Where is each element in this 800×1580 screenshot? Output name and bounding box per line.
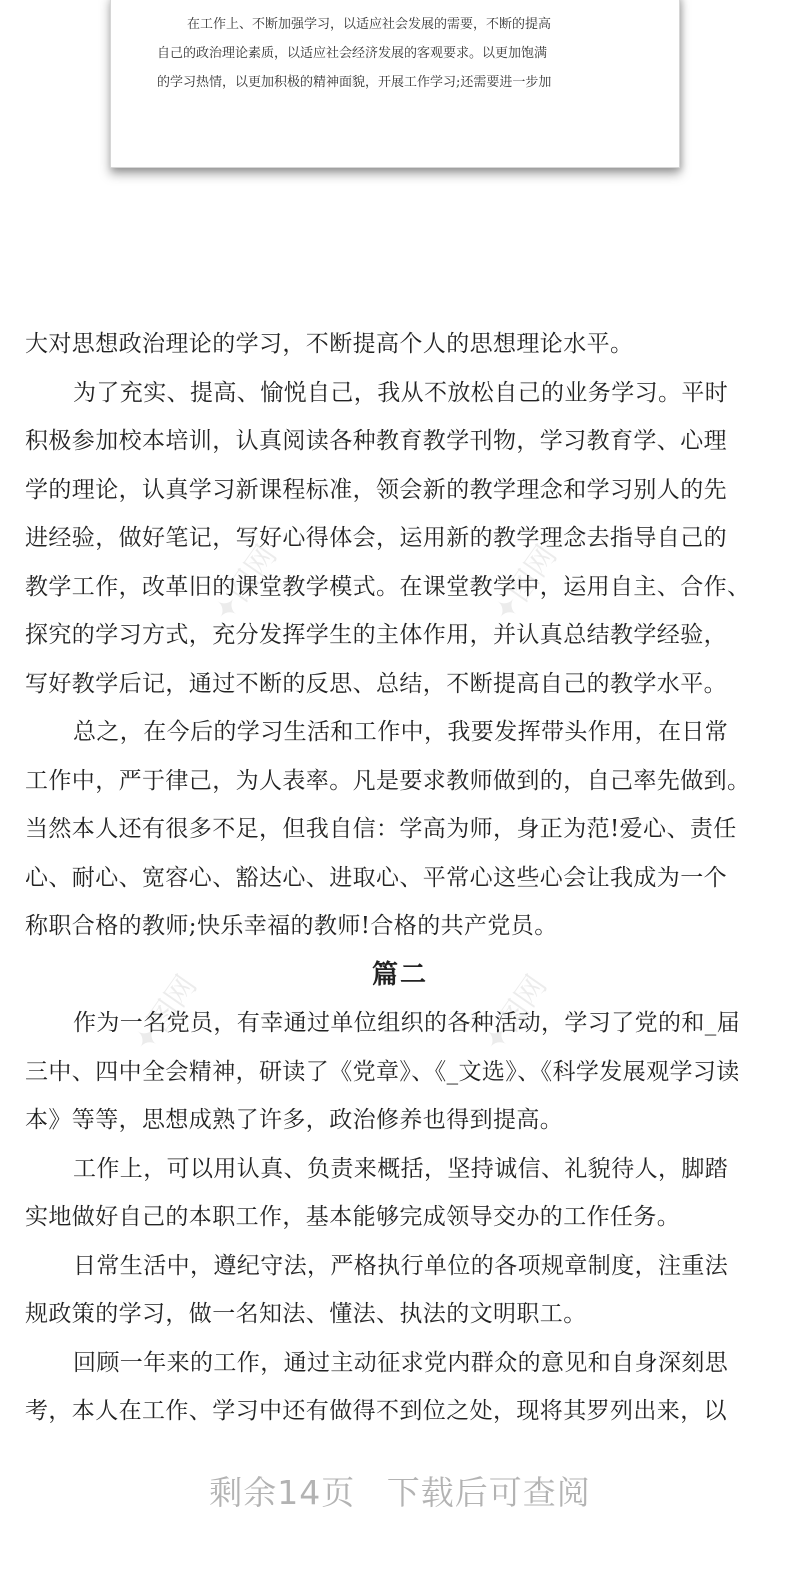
paragraph-line: 工作上，可以用认真、负责来概括，坚持诚信、礼貌待人，脚踏 [73,1155,729,1182]
paragraph-line: 本》等等，思想成熟了许多，政治修养也得到提高。 [25,1107,564,1133]
paragraph-line: 回顾一年来的工作，通过主动征求党内群众的意见和自身深刻思 [73,1349,729,1376]
paragraph-line: 写好教学后记，通过不断的反思、总结，不断提高自己的教学水平。 [25,670,727,697]
preview-line: 的学习热情，以更加积极的精神面貌，开展工作学习;还需要进一步加 [157,75,552,90]
paragraph-line: 探究的学习方式，充分发挥学生的主体作用，并认真总结教学经验， [25,622,727,648]
paragraph-line: 工作中，严于律己，为人表率。凡是要求教师做到的，自己率先做到。 [25,767,751,794]
paragraph-line: 心、耐心、宽容心、豁达心、进取心、平常心这些心会让我成为一个 [25,864,727,891]
paragraph-line: 规政策的学习，做一名知法、懂法、执法的文明职工。 [25,1301,587,1327]
paragraph-line: 日常生活中，遵纪守法，严格执行单位的各项规章制度，注重法 [73,1252,729,1279]
preview-line: 自己的政治理论素质，以适应社会经济发展的客观要求。以更加饱满 [157,46,548,61]
paragraph-line: 三中、四中全会精神，研读了《党章》、《_文选》、《科学发展观学习读 [25,1058,740,1085]
paragraph-line: 称职合格的教师;快乐幸福的教师!合格的共产党员。 [25,913,558,939]
paragraph-line: 实地做好自己的本职工作，基本能够完成领导交办的工作任务。 [25,1204,681,1230]
paragraph-line: 为了充实、提高、愉悦自己，我从不放松自己的业务学习。平时 [73,379,729,406]
paragraph-line: 学的理论，认真学习新课程标准，领会新的教学理念和学习别人的先 [25,476,727,503]
paragraph-line: 大对思想政治理论的学习，不断提高个人的思想理论水平。 [25,331,634,357]
watermark: ✦图网 [126,969,205,1059]
download-to-view-label: 下载后可查阅 [386,1473,591,1512]
paragraph-line: 总之，在今后的学习生活和工作中，我要发挥带头作用，在日常 [73,719,729,745]
section-heading: 篇二 [371,959,428,990]
paragraph-line: 作为一名党员，有幸通过单位组织的各种活动，学习了党的和_届 [73,1010,741,1036]
download-prompt[interactable] [0,1467,800,1514]
document-body [25,320,775,1436]
paragraph-line: 考，本人在工作、学习中还有做得不到位之处，现将其罗列出来，以 [25,1398,727,1424]
remaining-pages-label: 剩余14页 [209,1473,356,1512]
paragraph-line: 教学工作，改革旧的课堂教学模式。在课堂教学中，运用自主、合作、 [25,573,751,600]
watermark: ✦图网 [486,539,565,629]
paragraph-line: 进经验，做好笔记，写好心得体会，运用新的教学理念去指导自己的 [25,525,727,551]
paragraph-line: 积极参加校本培训，认真阅读各种教育教学刊物，学习教育学、心理 [25,428,727,454]
preview-line: 在工作上、不断加强学习，以适应社会发展的需要，不断的提高 [187,17,552,32]
watermark: ✦图网 [206,539,285,629]
document-preview-card [110,0,680,168]
paragraph-line: 当然本人还有很多不足，但我自信：学高为师，身正为范!爱心、责任 [25,816,737,842]
watermark: ✦图网 [476,969,555,1059]
